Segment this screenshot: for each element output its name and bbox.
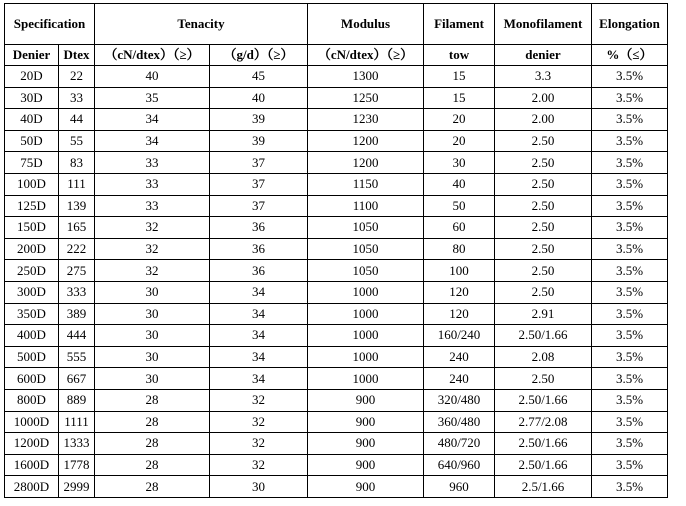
cell-filament: 20	[424, 130, 495, 152]
cell-dtex: 55	[59, 130, 95, 152]
cell-monofilament: 2.08	[495, 346, 592, 368]
cell-filament: 480/720	[424, 433, 495, 455]
cell-filament: 20	[424, 109, 495, 131]
header-specification: Specification	[5, 4, 95, 45]
cell-denier: 50D	[5, 130, 59, 152]
cell-tenacity-gd: 34	[210, 303, 308, 325]
subheader-row	[5, 45, 668, 66]
cell-elongation: 3.5%	[592, 130, 668, 152]
cell-dtex: 275	[59, 260, 95, 282]
table-row	[5, 238, 668, 260]
cell-elongation: 3.5%	[592, 454, 668, 476]
header-filament: Filament	[424, 4, 495, 45]
cell-monofilament: 2.50/1.66	[495, 454, 592, 476]
cell-monofilament: 2.50	[495, 238, 592, 260]
table-row	[5, 66, 668, 88]
cell-monofilament: 2.50	[495, 260, 592, 282]
cell-filament: 320/480	[424, 389, 495, 411]
cell-modulus: 1250	[308, 87, 424, 109]
cell-tenacity-cn: 28	[95, 389, 210, 411]
cell-modulus: 1200	[308, 152, 424, 174]
cell-dtex: 165	[59, 217, 95, 239]
cell-tenacity-gd: 37	[210, 152, 308, 174]
cell-elongation: 3.5%	[592, 389, 668, 411]
cell-denier: 200D	[5, 238, 59, 260]
cell-tenacity-cn: 32	[95, 238, 210, 260]
cell-tenacity-cn: 28	[95, 476, 210, 498]
table-row	[5, 195, 668, 217]
cell-elongation: 3.5%	[592, 87, 668, 109]
cell-denier: 600D	[5, 368, 59, 390]
cell-tenacity-gd: 34	[210, 281, 308, 303]
cell-tenacity-gd: 36	[210, 260, 308, 282]
cell-tenacity-gd: 40	[210, 87, 308, 109]
cell-elongation: 3.5%	[592, 195, 668, 217]
cell-tenacity-gd: 45	[210, 66, 308, 88]
cell-monofilament: 2.50/1.66	[495, 433, 592, 455]
cell-modulus: 900	[308, 389, 424, 411]
cell-modulus: 1000	[308, 281, 424, 303]
cell-elongation: 3.5%	[592, 66, 668, 88]
subheader-modulus-unit: （cN/dtex）（≥）	[308, 45, 424, 66]
cell-elongation: 3.5%	[592, 260, 668, 282]
cell-denier: 250D	[5, 260, 59, 282]
cell-filament: 120	[424, 281, 495, 303]
cell-denier: 500D	[5, 346, 59, 368]
cell-tenacity-cn: 32	[95, 217, 210, 239]
cell-tenacity-gd: 39	[210, 109, 308, 131]
cell-elongation: 3.5%	[592, 238, 668, 260]
cell-elongation: 3.5%	[592, 433, 668, 455]
cell-tenacity-cn: 32	[95, 260, 210, 282]
table-row	[5, 454, 668, 476]
table-row	[5, 389, 668, 411]
cell-dtex: 33	[59, 87, 95, 109]
cell-modulus: 900	[308, 433, 424, 455]
cell-denier: 1200D	[5, 433, 59, 455]
cell-dtex: 22	[59, 66, 95, 88]
table-body	[5, 66, 668, 498]
table-row	[5, 281, 668, 303]
cell-denier: 800D	[5, 389, 59, 411]
cell-monofilament: 2.50	[495, 173, 592, 195]
cell-tenacity-gd: 32	[210, 389, 308, 411]
cell-filament: 60	[424, 217, 495, 239]
table-row	[5, 476, 668, 498]
cell-dtex: 889	[59, 389, 95, 411]
cell-elongation: 3.5%	[592, 281, 668, 303]
cell-denier: 1000D	[5, 411, 59, 433]
cell-dtex: 222	[59, 238, 95, 260]
cell-monofilament: 2.50/1.66	[495, 325, 592, 347]
cell-denier: 150D	[5, 217, 59, 239]
cell-tenacity-cn: 34	[95, 130, 210, 152]
cell-dtex: 1111	[59, 411, 95, 433]
table-row	[5, 152, 668, 174]
cell-modulus: 900	[308, 476, 424, 498]
header-row	[5, 4, 668, 45]
cell-filament: 240	[424, 368, 495, 390]
spec-table-container	[4, 3, 668, 498]
cell-filament: 15	[424, 87, 495, 109]
cell-tenacity-cn: 28	[95, 433, 210, 455]
cell-tenacity-gd: 37	[210, 173, 308, 195]
cell-tenacity-gd: 34	[210, 346, 308, 368]
cell-modulus: 1050	[308, 238, 424, 260]
cell-monofilament: 3.3	[495, 66, 592, 88]
cell-denier: 350D	[5, 303, 59, 325]
cell-tenacity-cn: 30	[95, 368, 210, 390]
header-monofilament: Monofilament	[495, 4, 592, 45]
cell-tenacity-cn: 30	[95, 303, 210, 325]
header-elongation: Elongation	[592, 4, 668, 45]
cell-dtex: 83	[59, 152, 95, 174]
cell-denier: 2800D	[5, 476, 59, 498]
cell-monofilament: 2.50	[495, 368, 592, 390]
cell-dtex: 2999	[59, 476, 95, 498]
cell-monofilament: 2.00	[495, 109, 592, 131]
subheader-mono-unit: denier	[495, 45, 592, 66]
cell-elongation: 3.5%	[592, 173, 668, 195]
cell-filament: 160/240	[424, 325, 495, 347]
cell-monofilament: 2.50	[495, 281, 592, 303]
table-row	[5, 346, 668, 368]
subheader-elong-unit: %（≤）	[592, 45, 668, 66]
subheader-denier: Denier	[5, 45, 59, 66]
table-row	[5, 87, 668, 109]
cell-tenacity-cn: 30	[95, 346, 210, 368]
spec-table	[4, 3, 668, 498]
cell-denier: 1600D	[5, 454, 59, 476]
cell-elongation: 3.5%	[592, 217, 668, 239]
cell-filament: 30	[424, 152, 495, 174]
cell-dtex: 1778	[59, 454, 95, 476]
cell-filament: 100	[424, 260, 495, 282]
cell-elongation: 3.5%	[592, 152, 668, 174]
cell-monofilament: 2.00	[495, 87, 592, 109]
cell-tenacity-gd: 37	[210, 195, 308, 217]
cell-tenacity-cn: 35	[95, 87, 210, 109]
cell-tenacity-gd: 30	[210, 476, 308, 498]
cell-modulus: 1050	[308, 260, 424, 282]
cell-elongation: 3.5%	[592, 368, 668, 390]
cell-elongation: 3.5%	[592, 109, 668, 131]
cell-tenacity-cn: 28	[95, 411, 210, 433]
cell-filament: 50	[424, 195, 495, 217]
cell-filament: 960	[424, 476, 495, 498]
table-row	[5, 173, 668, 195]
cell-denier: 40D	[5, 109, 59, 131]
cell-filament: 640/960	[424, 454, 495, 476]
cell-elongation: 3.5%	[592, 325, 668, 347]
cell-denier: 300D	[5, 281, 59, 303]
cell-modulus: 1000	[308, 346, 424, 368]
cell-dtex: 389	[59, 303, 95, 325]
cell-tenacity-gd: 34	[210, 368, 308, 390]
cell-tenacity-gd: 32	[210, 411, 308, 433]
cell-monofilament: 2.50	[495, 152, 592, 174]
cell-monofilament: 2.50	[495, 195, 592, 217]
table-row	[5, 433, 668, 455]
cell-filament: 240	[424, 346, 495, 368]
cell-dtex: 139	[59, 195, 95, 217]
cell-tenacity-gd: 34	[210, 325, 308, 347]
cell-monofilament: 2.91	[495, 303, 592, 325]
table-row	[5, 109, 668, 131]
table-row	[5, 325, 668, 347]
header-tenacity: Tenacity	[95, 4, 308, 45]
cell-tenacity-gd: 32	[210, 433, 308, 455]
cell-tenacity-cn: 33	[95, 195, 210, 217]
subheader-tenacity-gd: （g/d）（≥）	[210, 45, 308, 66]
cell-denier: 100D	[5, 173, 59, 195]
cell-filament: 15	[424, 66, 495, 88]
cell-dtex: 667	[59, 368, 95, 390]
cell-modulus: 1230	[308, 109, 424, 131]
cell-dtex: 555	[59, 346, 95, 368]
cell-tenacity-gd: 36	[210, 238, 308, 260]
cell-dtex: 111	[59, 173, 95, 195]
table-row	[5, 411, 668, 433]
cell-denier: 30D	[5, 87, 59, 109]
cell-modulus: 1000	[308, 368, 424, 390]
cell-monofilament: 2.5/1.66	[495, 476, 592, 498]
cell-modulus: 900	[308, 454, 424, 476]
cell-dtex: 333	[59, 281, 95, 303]
header-modulus: Modulus	[308, 4, 424, 45]
cell-modulus: 900	[308, 411, 424, 433]
subheader-filament-unit: tow	[424, 45, 495, 66]
cell-dtex: 1333	[59, 433, 95, 455]
cell-tenacity-cn: 28	[95, 454, 210, 476]
cell-filament: 40	[424, 173, 495, 195]
cell-modulus: 1150	[308, 173, 424, 195]
cell-elongation: 3.5%	[592, 303, 668, 325]
cell-elongation: 3.5%	[592, 411, 668, 433]
table-row	[5, 368, 668, 390]
cell-filament: 360/480	[424, 411, 495, 433]
cell-modulus: 1200	[308, 130, 424, 152]
cell-tenacity-gd: 36	[210, 217, 308, 239]
cell-elongation: 3.5%	[592, 476, 668, 498]
cell-tenacity-cn: 34	[95, 109, 210, 131]
cell-modulus: 1000	[308, 303, 424, 325]
cell-tenacity-gd: 32	[210, 454, 308, 476]
cell-denier: 400D	[5, 325, 59, 347]
cell-tenacity-cn: 33	[95, 173, 210, 195]
cell-modulus: 1050	[308, 217, 424, 239]
cell-monofilament: 2.50	[495, 130, 592, 152]
cell-modulus: 1000	[308, 325, 424, 347]
cell-tenacity-cn: 30	[95, 325, 210, 347]
cell-monofilament: 2.77/2.08	[495, 411, 592, 433]
cell-elongation: 3.5%	[592, 346, 668, 368]
table-row	[5, 303, 668, 325]
cell-denier: 125D	[5, 195, 59, 217]
cell-modulus: 1300	[308, 66, 424, 88]
cell-tenacity-cn: 30	[95, 281, 210, 303]
cell-filament: 80	[424, 238, 495, 260]
cell-monofilament: 2.50/1.66	[495, 389, 592, 411]
cell-filament: 120	[424, 303, 495, 325]
cell-tenacity-cn: 40	[95, 66, 210, 88]
table-row	[5, 217, 668, 239]
cell-monofilament: 2.50	[495, 217, 592, 239]
table-row	[5, 260, 668, 282]
cell-dtex: 444	[59, 325, 95, 347]
cell-tenacity-cn: 33	[95, 152, 210, 174]
cell-tenacity-gd: 39	[210, 130, 308, 152]
subheader-tenacity-cn: （cN/dtex）（≥）	[95, 45, 210, 66]
cell-modulus: 1100	[308, 195, 424, 217]
cell-denier: 75D	[5, 152, 59, 174]
cell-dtex: 44	[59, 109, 95, 131]
table-row	[5, 130, 668, 152]
subheader-dtex: Dtex	[59, 45, 95, 66]
cell-denier: 20D	[5, 66, 59, 88]
